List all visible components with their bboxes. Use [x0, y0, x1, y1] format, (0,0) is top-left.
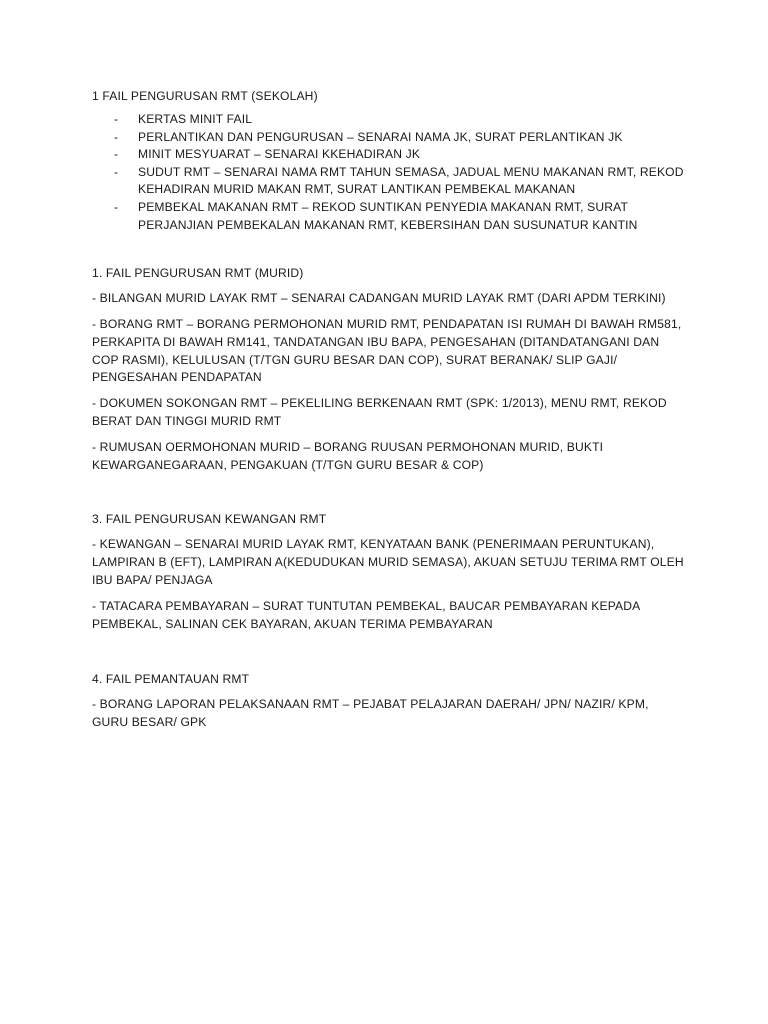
section-3-heading: 3. FAIL PENGURUSAN KEWANGAN RMT — [92, 512, 327, 527]
bullet-text: PERLANTIKAN DAN PENGURUSAN – SENARAI NAMA JK, SURAT PERLANTIKAN JK — [138, 129, 623, 144]
bullet-dash: - — [114, 147, 119, 162]
section-1-heading: 1 FAIL PENGURUSAN RMT (SEKOLAH) — [92, 89, 318, 103]
bullet-dash: - — [114, 164, 119, 179]
section-4-heading: 4. FAIL PEMANTAUAN RMT — [92, 672, 250, 687]
section-2-heading: 1. FAIL PENGURUSAN RMT (MURID) — [92, 266, 304, 281]
section-2-paragraph: - BORANG RMT – BORANG PERMOHONAN MURID RMT, PENDAPATAN ISI RUMAH DI BAWAH RM581, PERKAPITA DI BAWAH RM141, TANDATANGAN IBU BAPA, PENGESAHAN (DITANDATANGANI DAN COP RASMI), KELULUSAN (T/TGN GURU BESAR DAN COP), SURAT BERANAK/ SLIP GAJI/ PENGESAHAN PENDAPATAN — [92, 316, 682, 385]
bullet-item — [92, 129, 684, 147]
bullet-item — [92, 111, 684, 129]
bullet-text: MINIT MESYUARAT – SENARAI KKEHADIRAN JK — [138, 147, 421, 162]
document-body — [92, 87, 684, 732]
section-2-paragraph: - BILANGAN MURID LAYAK RMT – SENARAI CADANGAN MURID LAYAK RMT (DARI APDM TERKINI) — [92, 291, 666, 306]
section-3-paragraph: - KEWANGAN – SENARAI MURID LAYAK RMT, KENYATAAN BANK (PENERIMAAN PERUNTUKAN), LAMPIRAN B (EFT), LAMPIRAN A(KEDUDUKAN MURID SEMASA), AKUAN SETUJU TERIMA RMT OLEH IBU BAPA/ PENJAGA — [92, 537, 684, 587]
bullet-item — [92, 146, 684, 164]
section-2-paragraph: - RUMUSAN OERMOHONAN MURID – BORANG RUUSAN PERMOHONAN MURID, BUKTI KEWARGANEGARAAN, PENGAKUAN (T/TGN GURU BESAR & COP) — [92, 439, 604, 472]
section-4-paragraph: - BORANG LAPORAN PELAKSANAAN RMT – PEJABAT PELAJARAN DAERAH/ JPN/ NAZIR/ KPM, GURU BESAR/ GPK — [92, 697, 649, 730]
bullet-text: SUDUT RMT – SENARAI NAMA RMT TAHUN SEMASA, JADUAL MENU MAKANAN RMT, REKOD KEHADIRAN MURID MAKAN RMT, SURAT LANTIKAN PEMBEKAL MAKANAN — [138, 164, 684, 197]
section-3-paragraph: - TATACARA PEMBAYARAN – SURAT TUNTUTAN PEMBEKAL, BAUCAR PEMBAYARAN KEPADA PEMBEKAL, SALINAN CEK BAYARAN, AKUAN TERIMA PEMBAYARAN — [92, 598, 640, 631]
bullet-text: KERTAS MINIT FAIL — [138, 112, 253, 126]
section-2-paragraph: - DOKUMEN SOKONGAN RMT – PEKELILING BERKENAAN RMT (SPK: 1/2013), MENU RMT, REKOD BERAT DAN TINGGI MURID RMT — [92, 396, 667, 428]
bullet-item — [92, 164, 684, 199]
bullet-item — [92, 199, 684, 234]
bullet-dash: - — [114, 129, 119, 144]
bullet-dash: - — [114, 199, 119, 214]
bullet-dash: - — [114, 112, 119, 126]
bullet-text: PEMBEKAL MAKANAN RMT – REKOD SUNTIKAN PENYEDIA MAKANAN RMT, SURAT PERJANJIAN PEMBEKALAN MAKANAN RMT, KEBERSIHAN DAN SUSUNATUR KANTIN — [138, 199, 638, 232]
section-1-bullet-list — [92, 111, 684, 234]
